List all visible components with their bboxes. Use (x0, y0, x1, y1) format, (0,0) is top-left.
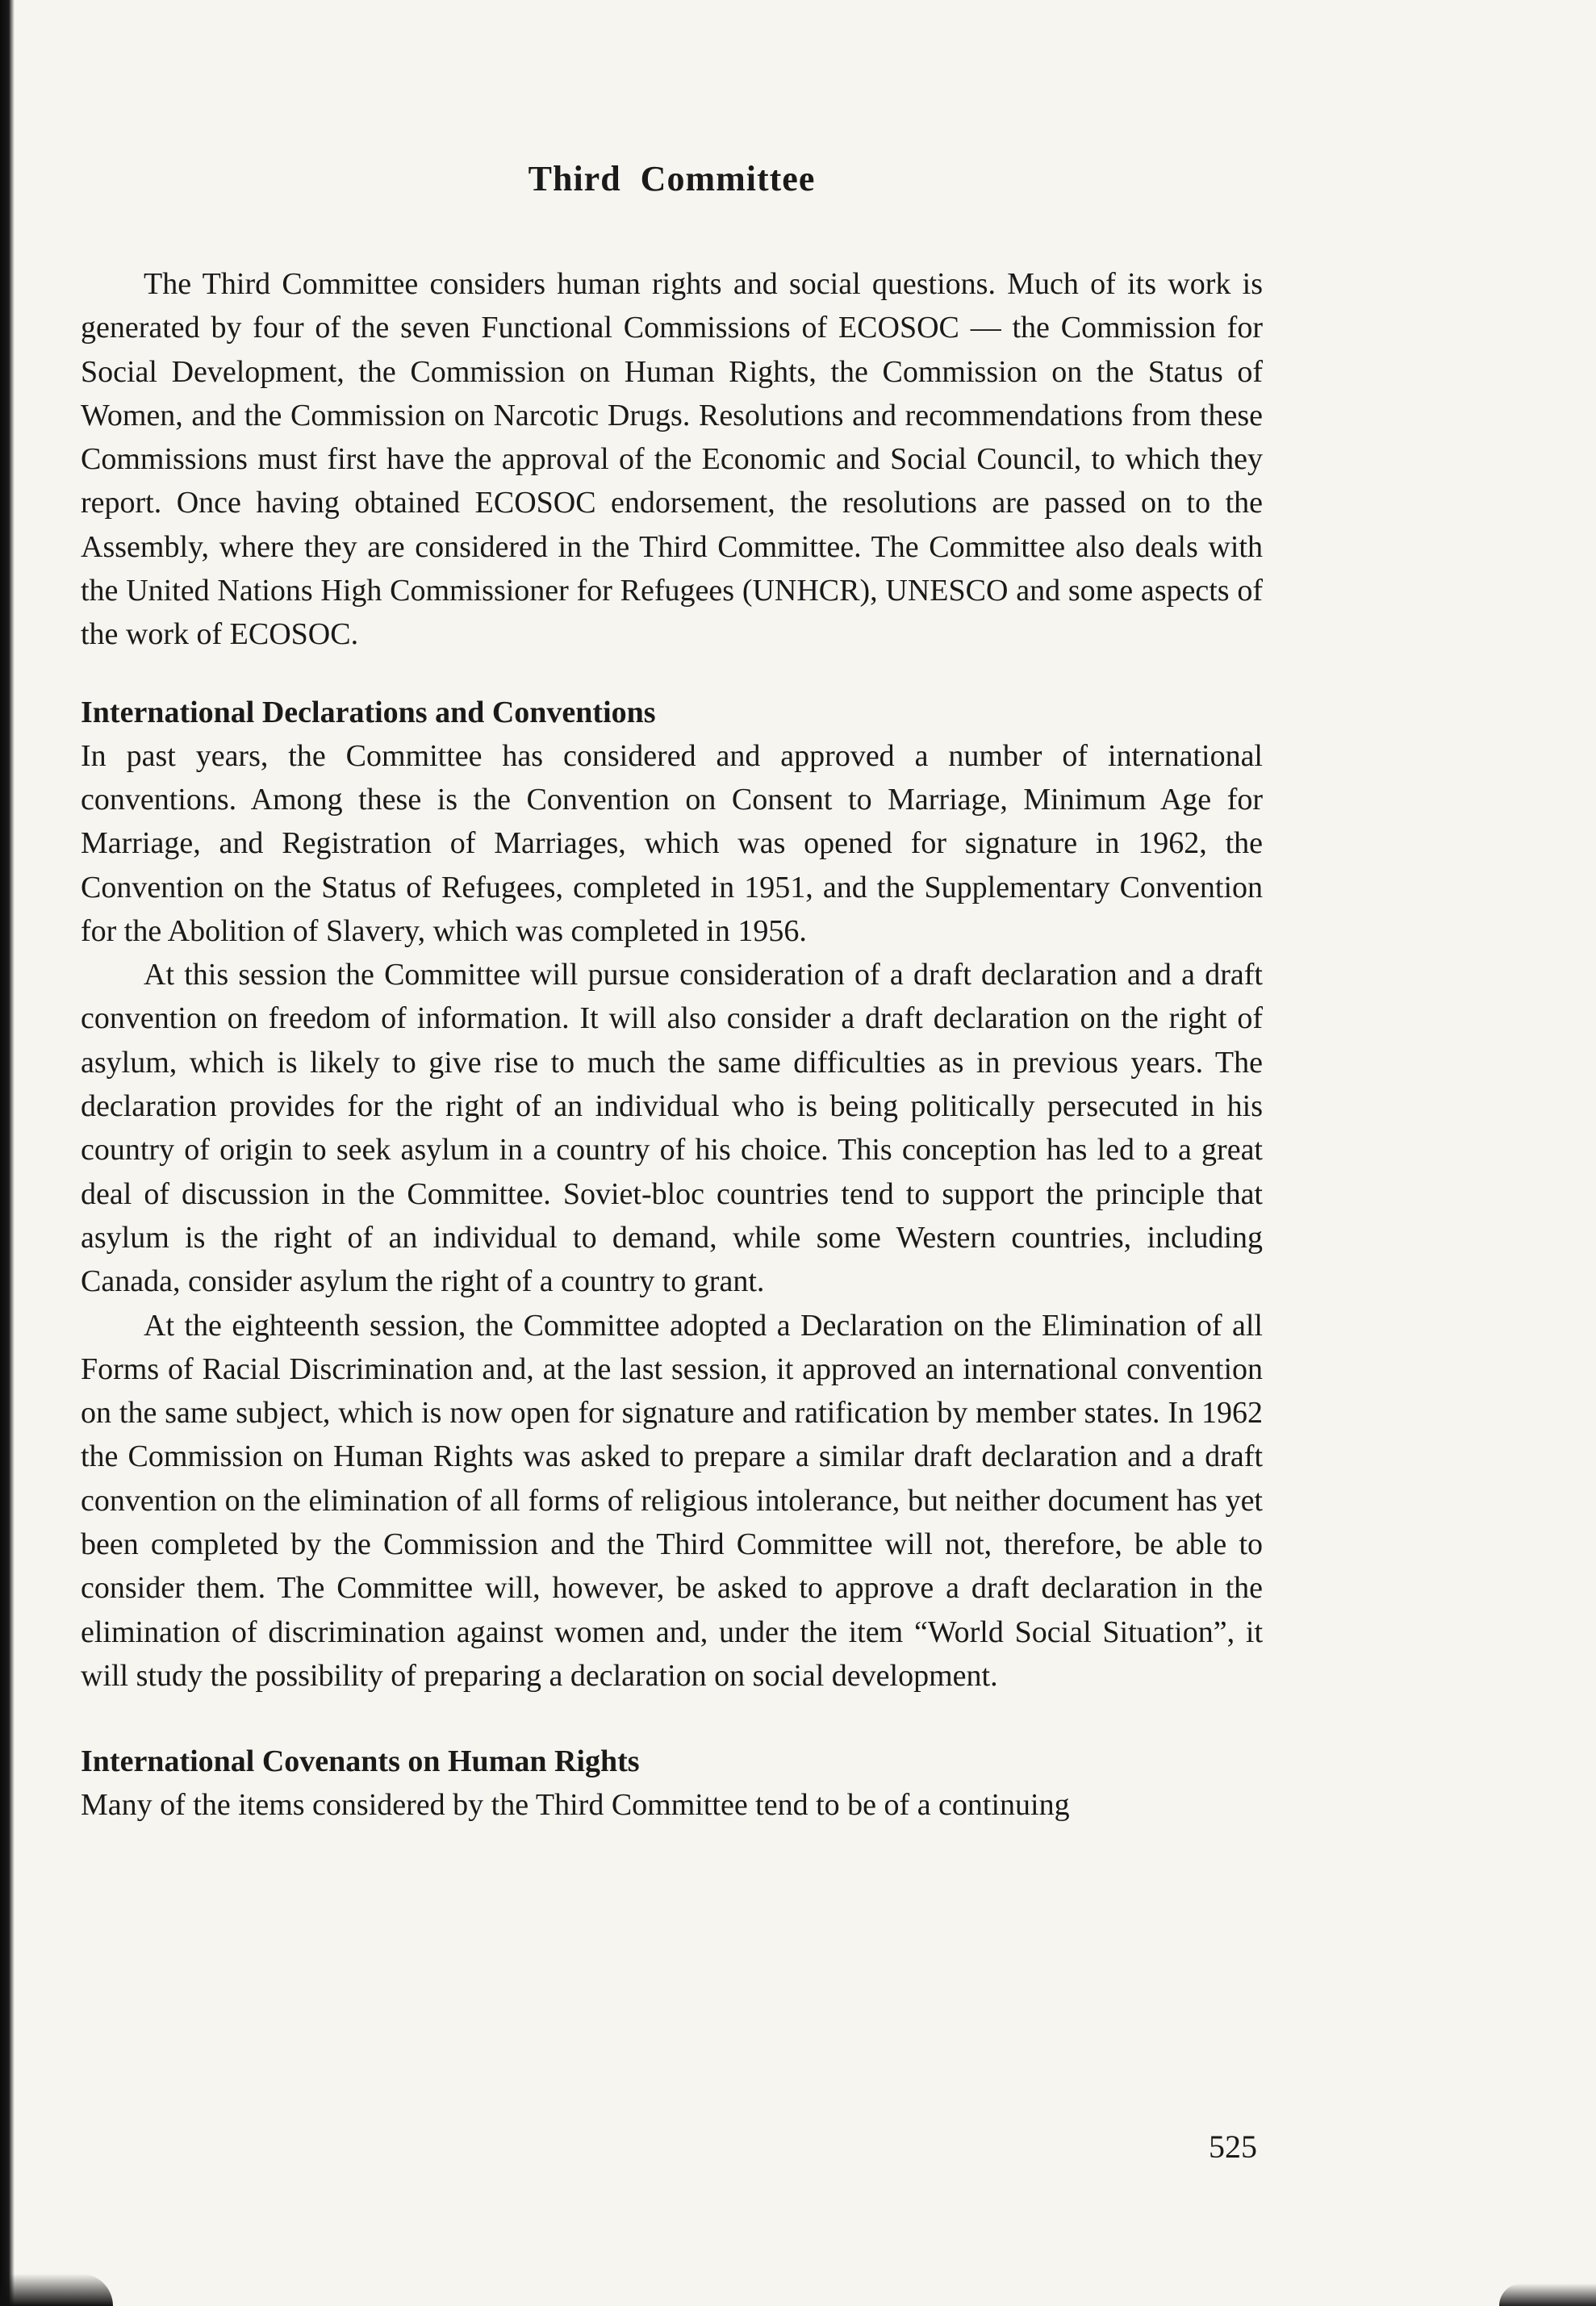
covenants-paragraph-1: Many of the items considered by the Third Committee tend to be of a continuing (81, 1788, 1070, 1823)
declarations-paragraph-3: At the eighteenth session, the Committee adopted a Declaration on the Elimination of all Forms of Racial Discrimination and, at the last session, it approved an international convention on the same subject, which is now open for signature and ratification by member states. In 1962 the Commission on Human Rights was asked to prepare a similar draft declaration and a draft convention on the elimination of all forms of religious intolerance, but neither document has yet been completed by the Commission and the Third Committee will not, therefore, be able to consider them. The Committee will, however, be asked to approve a draft declaration in the elimination of discrimination against women and, under the item “World Social Situation”, it will study the possibility of preparing a declaration on social development. (81, 1308, 1263, 1693)
section-heading-covenants: International Covenants on Human Rights (81, 1744, 640, 1779)
scan-edge-shadow (0, 0, 15, 2306)
section-heading-declarations: International Declarations and Conventions (81, 695, 656, 729)
scan-corner-shadow-right (1499, 2283, 1596, 2306)
declarations-paragraph-2: At this session the Committee will pursue consideration of a draft declaration and a draft convention on freedom of information. It will also consider a draft declaration on the right of asylum, which is likely to give rise to much the same difficulties as in previous years. The declaration provides for the right of an individual who is being politically persecuted in his country of origin to seek asylum in a country of his choice. This conception has led to a great deal of discussion in the Committee. Soviet-bloc countries tend to support the principle that asylum is the right of an individual to demand, while some Western countries, including Canada, consider asylum the right of a country to grant. (81, 958, 1263, 1299)
intro-paragraph: The Third Committee considers human rights and social questions. Much of its work is generated by four of the seven Functional Commissions of ECOSOC — the Commission for Social Development, the Commission on Human Rights, the Commission on the Status of Women, and the Commission on Narcotic Drugs. Resolutions and recommendations from these Commissions must first have the approval of the Economic and Social Council, to which they report. Once having obtained ECOSOC endorsement, the resolutions are passed on to the Assembly, where they are considered in the Third Committee. The Committee also deals with the United Nations High Commissioner for Refugees (UNHCR), UNESCO and some aspects of the work of ECOSOC. (81, 267, 1263, 652)
page-title: Third Committee (528, 159, 816, 198)
document-page (81, 158, 1263, 1828)
section-spacer (81, 1698, 1263, 1740)
scan-corner-shadow-left (0, 2274, 113, 2306)
section-spacer (81, 657, 1263, 691)
declarations-paragraph-1: In past years, the Committee has considered and approved a number of international conventions. Among these is the Convention on Consent to Marriage, Minimum Age for Marriage, and Registration of Marriages, which was opened for signature in 1962, the Convention on the Status of Refugees, completed in 1951, and the Supplementary Convention for the Abolition of Slavery, which was completed in 1956. (81, 738, 1263, 948)
page-number: 525 (1209, 2128, 1257, 2165)
